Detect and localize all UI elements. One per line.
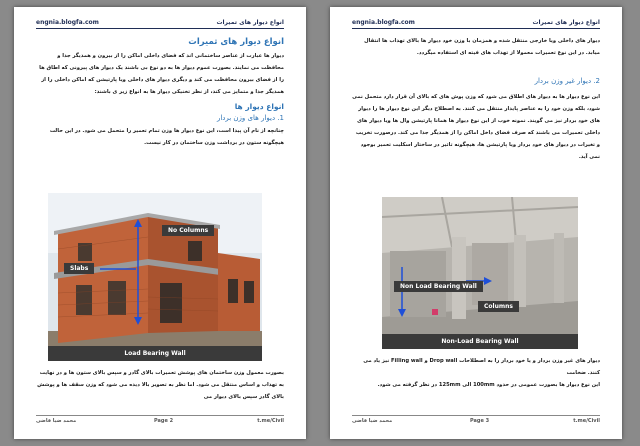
left-bottom-content bbox=[36, 367, 284, 403]
item-title: 1. دیوار های وزن بردار bbox=[216, 114, 284, 122]
header-title: انواع دیوار های تمیرات bbox=[532, 19, 600, 26]
item-paragraph: چنانچه از نام آن پیدا است، این نوع دیوار ها وزن تمام تعمیر را متحمل می شود. در این حالت هیچگونه ستون در برداشت وزن ساختمان در کار نیست. bbox=[49, 128, 284, 146]
bottom-paragraph-2: این نوع دیوار ها بصورت عمومی در حدود 100mm الی 125mm در نظر گرفته می شود. bbox=[377, 382, 600, 388]
footer-page-number: Page 2 bbox=[154, 418, 174, 424]
brick-building-illustration bbox=[48, 193, 262, 361]
slabs-label: Slabs bbox=[64, 263, 94, 274]
top-paragraph: دیوار های داخلی ویا خارجی منتقل شده و همزمان با وزن خود دیوار ها بالای تهداب ها انتقال میابد. در این نوع تعمیرات معمولا از تهداب های فیته ای استفاده میگردد. bbox=[364, 38, 600, 56]
image-caption: Load Bearing Wall bbox=[48, 346, 262, 361]
page-header bbox=[352, 19, 600, 29]
item-paragraph: این نوع دیوار ها به دیوار های اطلاق می شود که وزن پوش های که بالای آن قرار دارد متحمل نمی شود، بلکه وزن خود را به عناصر پایدار منتقل می کنند. به اصطلاح دیگر این نوع دیوار ها را دیوار های خود بردار نیز می گویند. نمونه خوب از این نوع دیوار ها همانا پارتیشن وال ها ویا دیوار های داخلی تعمیرات می باشند که صرف فضای داخل اماکن را از همدیگر جدا می کند. درصورت تخریب و تغیرات در دیوار های خود بردار ویا پارتیشن ها، هیچگونه تاثیر در ساختار اسکلیت تعمیر بوجود نمی آید. bbox=[352, 94, 600, 160]
header-rule bbox=[352, 28, 600, 29]
no-columns-label: No Columns bbox=[162, 225, 214, 236]
page-header bbox=[36, 19, 284, 29]
footer-rule bbox=[36, 415, 284, 416]
bottom-paragraph: بصورت معمول وزن ساختمان های پوشش تعمیرات بالای گادر و سپس بالای ستون ها و در نهایت به تهداب و اساس منتقل می شود. اما نظر به تصویر بالا دیده می شود که وزن سقف ها و پوشش بالای گادر سپس بالای دیوار می bbox=[37, 370, 284, 400]
image-caption: Non-Load Bearing Wall bbox=[382, 334, 578, 349]
footer-rule bbox=[352, 415, 600, 416]
left-content bbox=[36, 37, 284, 149]
item-title: 2. دیوار غیر وزن بردار bbox=[534, 77, 600, 85]
non-load-bearing-wall-photo bbox=[382, 197, 578, 349]
header-title: انواع دیوار های تمیرات bbox=[216, 19, 284, 26]
footer-page-number: Page 3 bbox=[470, 418, 490, 424]
columns-label: Columns bbox=[478, 301, 519, 312]
document-page-right bbox=[330, 7, 622, 439]
right-content bbox=[352, 35, 600, 163]
page-footer bbox=[36, 415, 284, 425]
footer-channel: t.me/Civil bbox=[257, 418, 284, 424]
bottom-paragraph-1: دیوار های غیر وزن بردار و یا خود بردار را به اصطلاحات Drop wall و Filling wall نیز یاد می کنند. ضخامت bbox=[363, 358, 600, 376]
load-bearing-wall-photo bbox=[48, 193, 262, 361]
header-site: engnia.blogfa.com bbox=[352, 19, 415, 26]
document-page-left bbox=[14, 7, 306, 439]
header-site: engnia.blogfa.com bbox=[36, 19, 99, 26]
concrete-frame-illustration bbox=[382, 197, 578, 349]
wall-label: Non Load Bearing Wall bbox=[394, 281, 483, 292]
right-bottom-content bbox=[352, 355, 600, 391]
footer-author: محمد ضیا قاضی bbox=[352, 418, 393, 424]
footer-author: محمد ضیا قاضی bbox=[36, 418, 77, 424]
subheading: انواع دیوار ها bbox=[234, 102, 284, 111]
page-footer bbox=[352, 415, 600, 425]
footer-channel: t.me/Civil bbox=[573, 418, 600, 424]
header-rule bbox=[36, 28, 284, 29]
intro-paragraph: دیوار ها عبارت از عناصر ساختمانی اند که فضای داخلی اماکن را از بیرون و همدیگر جدا و محافظت می نمایند. بصورت عموم دیوار ها به دو نوع بی باشند یک دیوار های پیرونی که اطاق ها را از فضای بیرون محافظت می کند و دیگری دیوار های داخلی ویا پارتیشن که اماکن داخلی را از همدیگر جدا و متمایز می کند، از نظر تخنیکی دیوار ها به انواع زیر ی باشند: bbox=[39, 53, 284, 95]
section-title: انواع دیوار های ثمیرات bbox=[188, 37, 284, 47]
